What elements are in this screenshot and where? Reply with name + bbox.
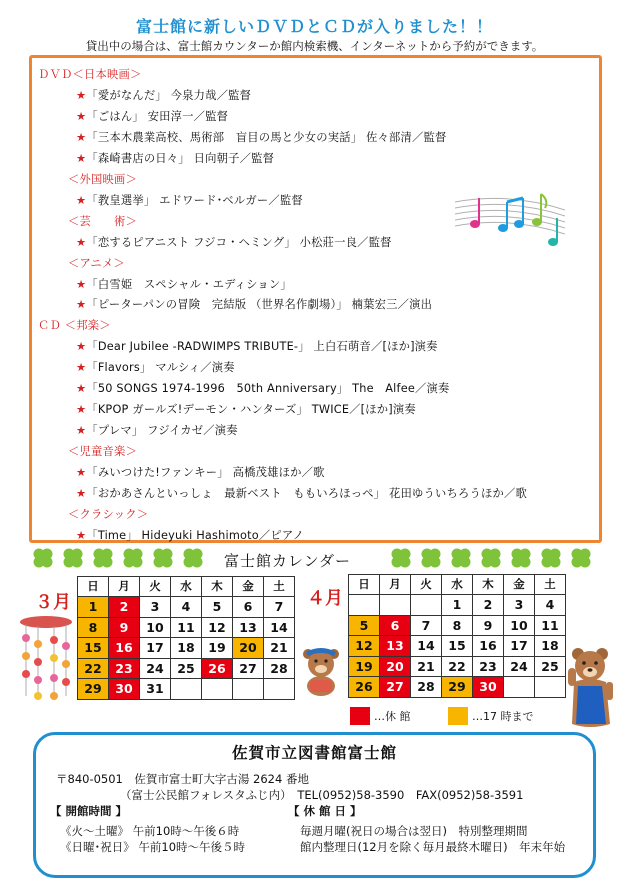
calendar-day-cell: 9 [473, 615, 504, 636]
weekday-cell: 火 [411, 575, 442, 595]
calendar-day-cell: 24 [504, 656, 535, 677]
calendar-day-cell: 4 [535, 595, 566, 616]
calendar-day-cell: 14 [411, 636, 442, 657]
weekday-cell: 火 [140, 577, 171, 597]
hina-mobile-icon [16, 612, 76, 704]
calendar-day-cell: 12 [349, 636, 380, 657]
march-label: ３月 [35, 592, 71, 613]
calendar-day-cell [264, 679, 295, 700]
calendar-week-row [349, 656, 566, 677]
clover-icon [448, 547, 474, 571]
calendar-day-cell: 13 [380, 636, 411, 657]
weekday-cell: 金 [233, 577, 264, 597]
star-icon: ★ [76, 298, 87, 312]
calendar-day-cell: 30 [109, 679, 140, 700]
calendar-day-cell: 28 [411, 677, 442, 698]
page-subtitle: 貸出中の場合は、富士館カウンターか館内検索機、インターネットから予約ができます。 [85, 39, 544, 53]
calendar-day-cell: 26 [349, 677, 380, 698]
calendar-week-row [78, 617, 295, 638]
calendar-day-cell: 3 [140, 597, 171, 618]
calendar-day-cell: 7 [411, 615, 442, 636]
calendar-day-cell: 20 [233, 638, 264, 659]
calendar-day-cell: 15 [78, 638, 109, 659]
legend-closed [350, 707, 411, 725]
calendar-day-cell: 11 [171, 617, 202, 638]
star-icon: ★ [76, 193, 87, 207]
item-title: 「ピーターパンの冒険 完結版 （世界名作劇場）」 楠葉宏三／演出 [86, 298, 433, 312]
page-title: 富士館に新しいＤＶＤとＣＤが入りました！！ [135, 17, 493, 36]
clover-icon [388, 547, 414, 571]
calendar-day-cell: 27 [233, 658, 264, 679]
calendar-day-cell [171, 679, 202, 700]
genre-heading: ＜クラシック＞ [68, 507, 149, 521]
weekday-header-row [78, 577, 295, 597]
star-icon: ★ [76, 361, 87, 375]
item-title: 「おかあさんといっしょ 最新ベスト ももいろほっぺ」 花田ゆういちろうほか／歌 [86, 487, 528, 500]
weekday-cell: 金 [504, 575, 535, 595]
calendar-week-row [349, 677, 566, 698]
calendar-day-cell: 24 [140, 658, 171, 679]
calendar-day-cell: 12 [202, 617, 233, 638]
list-item [76, 276, 292, 292]
closed-days-2: 館内整理日(12月を除く毎月最終木曜日) 年末年始 [300, 840, 566, 854]
closed-heading: 【 休 館 日 】 [288, 804, 362, 818]
genre-heading: ＜アニメ＞ [68, 256, 125, 270]
item-title: 「Time」 Hideyuki Hashimoto／ピアノ [86, 528, 304, 542]
weekday-header-row [349, 575, 566, 595]
calendar-day-cell: 10 [504, 615, 535, 636]
item-title: 「プレマ」 フジイカゼ／演奏 [86, 424, 238, 438]
calendar-day-cell: 31 [140, 679, 171, 700]
calendar-day-cell [202, 679, 233, 700]
calendar-day-cell: 14 [264, 617, 295, 638]
calendar-day-cell: 20 [380, 656, 411, 677]
calendar-day-cell: 2 [473, 595, 504, 616]
calendar-week-row [349, 595, 566, 616]
hours-weekend: 《日曜･祝日》 午前10時～午後５時 [60, 840, 246, 854]
item-title: 「恋するピアニスト フジコ・ヘミング」 小松莊一良／監督 [86, 235, 392, 249]
clover-icon [418, 547, 444, 571]
list-item [76, 464, 325, 480]
calendar-day-cell: 19 [202, 638, 233, 659]
list-item [76, 87, 251, 103]
calendar-day-cell: 19 [349, 656, 380, 677]
item-title: 「三本木農業高校、馬術部 盲目の馬と少女の実話」 佐々部清／監督 [86, 130, 447, 144]
hours-weekday: 《火～土曜》 午前10時～午後６時 [60, 824, 240, 838]
calendar-day-cell: 18 [171, 638, 202, 659]
clover-icon [568, 547, 594, 571]
calendar-week-row [78, 658, 295, 679]
calendar-day-cell: 17 [504, 636, 535, 657]
clover-icon [120, 547, 146, 571]
april-label: ４月 [307, 588, 343, 609]
calendar-day-cell: 15 [442, 636, 473, 657]
calendar-day-cell: 25 [535, 656, 566, 677]
list-item [76, 296, 432, 312]
calendar-day-cell: 29 [78, 679, 109, 700]
calendar-day-cell: 4 [171, 597, 202, 618]
calendar-day-cell: 1 [442, 595, 473, 616]
calendar-day-cell: 7 [264, 597, 295, 618]
list-item [76, 150, 274, 166]
star-icon: ★ [76, 424, 87, 438]
list-item [76, 527, 304, 543]
item-title: 「KPOP ガールズ!デーモン・ハンターズ」 TWICE／[ほか]演奏 [86, 403, 416, 417]
calendar-day-cell: 6 [380, 615, 411, 636]
hours-heading: 【 開館時間 】 [50, 804, 128, 818]
item-title: 「Dear Jubilee -RADWIMPS TRIBUTE-」 上白石萌音／[ほか]演奏 [86, 340, 438, 354]
calendar-week-row [78, 638, 295, 659]
genre-heading: ＜外国映画＞ [68, 172, 137, 186]
list-item [76, 380, 449, 396]
library-name: 佐賀市立図書館富士館 [231, 744, 397, 762]
item-title: 「50 SONGS 1974-1996 50th Anniversary」 The Alfee／演奏 [86, 382, 450, 396]
item-title: 「ごはん」 安田淳一／監督 [86, 109, 229, 123]
item-title: 「白雪姫 スペシャル・エディション」 [86, 277, 292, 291]
calendar-day-cell: 25 [171, 658, 202, 679]
list-item [76, 401, 416, 417]
music-notes-icon [455, 188, 565, 248]
calendar-day-cell [233, 679, 264, 700]
weekday-cell: 木 [202, 577, 233, 597]
clover-icon [508, 547, 534, 571]
clover-icon [180, 547, 206, 571]
calendar-day-cell: 22 [78, 658, 109, 679]
clover-icon [60, 547, 86, 571]
calendar-day-cell: 21 [264, 638, 295, 659]
category-heading: ＤＶＤ＜日本映画＞ [38, 68, 142, 81]
list-item [76, 129, 447, 145]
bear-apron-icon [566, 646, 616, 730]
star-icon: ★ [76, 487, 87, 500]
calendar-day-cell: 5 [202, 597, 233, 618]
calendar-day-cell: 27 [380, 677, 411, 698]
calendar-day-cell: 16 [473, 636, 504, 657]
calendar-day-cell: 23 [109, 658, 140, 679]
calendar-day-cell: 28 [264, 658, 295, 679]
calendar-day-cell: 10 [140, 617, 171, 638]
star-icon: ★ [76, 235, 87, 249]
item-title: 「教皇選挙」 エドワード･ベルガー／監督 [86, 193, 303, 207]
star-icon: ★ [76, 88, 87, 102]
star-icon: ★ [76, 109, 87, 123]
calendar-day-cell: 22 [442, 656, 473, 677]
calendar-day-cell [349, 595, 380, 616]
star-icon: ★ [76, 151, 87, 165]
calendar-day-cell: 1 [78, 597, 109, 618]
weekday-cell: 水 [171, 577, 202, 597]
weekday-cell: 日 [78, 577, 109, 597]
calendar-day-cell: 13 [233, 617, 264, 638]
clover-decoration-left [30, 547, 206, 573]
legend-until17 [448, 707, 534, 725]
calendar-day-cell: 16 [109, 638, 140, 659]
item-title: 「愛がなんだ」 今泉力哉／監督 [86, 88, 252, 102]
clover-icon [150, 547, 176, 571]
closed-days-1: 毎週月曜(祝日の場合は翌日) 特別整理期間 [300, 824, 528, 838]
calendar-week-row [78, 679, 295, 700]
closed-swatch [350, 707, 370, 725]
weekday-cell: 木 [473, 575, 504, 595]
list-item [76, 234, 392, 250]
weekday-cell: 日 [349, 575, 380, 595]
item-title: 「Flavors」 マルシィ／演奏 [86, 361, 235, 375]
clover-icon [538, 547, 564, 571]
list-item [76, 422, 238, 438]
weekday-cell: 土 [535, 575, 566, 595]
list-item [76, 192, 303, 208]
calendar-day-cell: 29 [442, 677, 473, 698]
list-item [76, 338, 438, 354]
star-icon: ★ [76, 277, 87, 291]
calendar-day-cell: 8 [442, 615, 473, 636]
library-info-box [33, 732, 596, 878]
calendar-day-cell: 18 [535, 636, 566, 657]
calendar-day-cell: 2 [109, 597, 140, 618]
category-heading: ＣＤ ＜邦楽＞ [38, 319, 111, 333]
calendar-day-cell: 23 [473, 656, 504, 677]
calendar-day-cell: 8 [78, 617, 109, 638]
calendar-title: 富士館カレンダー [224, 552, 352, 570]
clover-icon [30, 547, 56, 571]
calendar-week-row [78, 597, 295, 618]
legend-closed-label: …休 館 [374, 710, 411, 723]
calendar-day-cell: 11 [535, 615, 566, 636]
calendar-day-cell [411, 595, 442, 616]
star-icon: ★ [76, 528, 87, 542]
march-calendar [77, 576, 295, 700]
weekday-cell: 水 [442, 575, 473, 595]
calendar-day-cell: 26 [202, 658, 233, 679]
library-contact: （富士公民館フォレスタふじ内） TEL(0952)58-3590 FAX(0952)58-3591 [120, 788, 524, 802]
calendar-day-cell: 3 [504, 595, 535, 616]
clover-icon [478, 547, 504, 571]
list-item [76, 485, 527, 501]
star-icon: ★ [76, 382, 87, 396]
calendar-day-cell: 21 [411, 656, 442, 677]
legend-until17-label: …17 時まで [472, 710, 534, 723]
calendar-day-cell [504, 677, 535, 698]
genre-heading: ＜芸 術＞ [68, 214, 137, 228]
item-title: 「みいつけた!ファンキー」 高橋茂雄ほか／歌 [86, 466, 325, 480]
calendar-day-cell: 17 [140, 638, 171, 659]
calendar-day-cell: 6 [233, 597, 264, 618]
calendar-week-row [349, 615, 566, 636]
april-calendar [348, 574, 566, 698]
library-address: 〒840-0501 佐賀市富士町大字古湯 2624 番地 [56, 772, 309, 786]
calendar-week-row [349, 636, 566, 657]
item-title: 「森崎書店の日々」 日向朝子／監督 [86, 151, 275, 165]
star-icon: ★ [76, 340, 87, 354]
star-icon: ★ [76, 403, 87, 417]
list-item [76, 359, 235, 375]
calendar-day-cell: 30 [473, 677, 504, 698]
clover-decoration-right [388, 547, 594, 573]
list-item [76, 108, 228, 124]
genre-heading: ＜児童音楽＞ [68, 445, 137, 459]
calendar-day-cell: 5 [349, 615, 380, 636]
calendar-day-cell [535, 677, 566, 698]
calendar-day-cell: 9 [109, 617, 140, 638]
weekday-cell: 月 [109, 577, 140, 597]
weekday-cell: 月 [380, 575, 411, 595]
star-icon: ★ [76, 130, 87, 144]
star-icon: ★ [76, 466, 87, 480]
bear-icon [298, 646, 344, 696]
weekday-cell: 土 [264, 577, 295, 597]
clover-icon [90, 547, 116, 571]
until17-swatch [448, 707, 468, 725]
calendar-day-cell [380, 595, 411, 616]
